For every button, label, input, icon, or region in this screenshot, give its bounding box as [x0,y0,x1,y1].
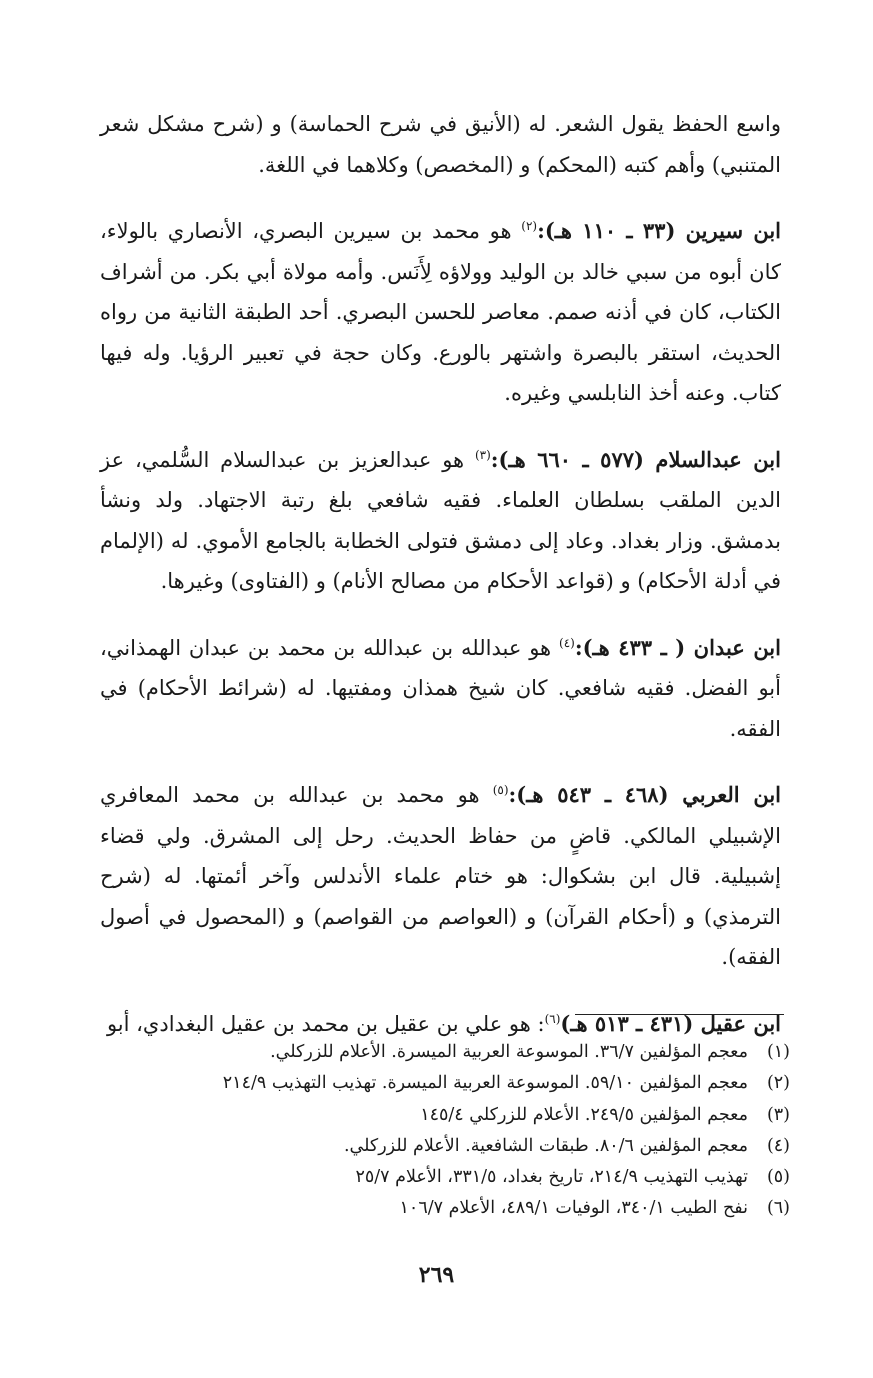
footnote [90,1100,790,1131]
entry-body: هو محمد بن عبدالله بن محمد المعافري الإشبيلي المالكي. قاضٍ من حفاظ الحديث. رحل إلى المشرق. ولي قضاء إشبيلية. قال ابن بشكوال: هو ختام علماء الأندلس وآخر أئمتها. له (شرح الترمذي) و (أحكام القرآن) و (العواصم من القواصم) و (المحصول في أصول الفقه). [100,783,781,969]
footnote [90,1131,790,1162]
footnote [90,1193,790,1224]
entry-heading: ابن عبدالسلام (٥٧٧ ـ ٦٦٠ هـ): [490,446,781,472]
biography-entry [100,211,781,414]
entry-heading: ابن سيرين (٣٣ ـ ١١٠ هـ): [537,218,781,243]
biography-entry [100,440,781,602]
entry-heading: ابن عبدان ( ـ ٤٣٣ هـ): [574,634,781,660]
footnote-number: (٤) [766,1135,790,1156]
footnote-text: معجم المؤلفين ٢٤٩/٥. الأعلام للزركلي ١٤٥/٤ [420,1104,748,1125]
footnote-reference: (٢) [521,219,538,233]
entry-body: هو عبدالله بن عبدالله بن محمد بن عبدان الهمذاني، أبو الفضل. فقيه شافعي. كان شيخ همذان ومفتيها. له (شرائط الأحكام) في الفقه. [100,635,781,741]
footnote-text: تهذيب التهذيب ٢١٤/٩، تاريخ بغداد، ٣٣١/٥، الأعلام ٢٥/٧ [355,1167,748,1188]
main-text [100,104,781,1044]
footnote-number: (٦) [766,1198,790,1219]
footnote-text: معجم المؤلفين ٨٠/٦. طبقات الشافعية. الأعلام للزركلي. [343,1135,748,1156]
biography-entry [100,775,781,978]
entry-body: هو عبدالعزيز بن عبدالسلام السُّلمي، عز الدين الملقب بسلطان العلماء. فقيه شافعي بلغ رتبة الاجتهاد. ولد ونشأ بدمشق. وزار بغداد. وعاد إلى دمشق فتولى الخطابة بالجامع الأموي. له (الإلمام في أدلة الأحكام) و (قواعد الأحكام من مصالح الأنام) و (الفتاوى) وغيرها. [100,447,781,593]
footnote-number: (١) [766,1042,790,1062]
footnote-number: (٥) [766,1167,790,1188]
footnote-text: معجم المؤلفين ٣٦/٧. الموسوعة العربية الميسرة. الأعلام للزركلي. [270,1042,748,1062]
page-number: ٢٦٩ [418,1262,455,1288]
footnote-number: (٣) [766,1104,790,1125]
entry-body: : هو علي بن عقيل بن محمد بن عقيل البغدادي، أبو [106,1011,545,1036]
footnote-text: نفح الطيب ٣٤٠/١، الوفيات ٤٨٩/١، الأعلام ١٠٦/٧ [399,1198,748,1219]
entry-body: هو محمد بن سيرين البصري، الأنصاري بالولاء، كان أبوه من سبي خالد بن الوليد وولاؤه لِأَنَس. وأمه مولاة أبي بكر. من أشراف الكتاب، كان في أذنه صمم. معاصر للحسن البصري. أحد الطبقة الثانية من رواه الحديث، استقر بالبصرة واشتهر بالورع. وكان حجة في تعبير الرؤيا. وله فيها كتاب. وعنه أخذ النابلسي وغيره. [100,219,781,405]
biography-entry [100,628,781,750]
footnote-reference: (٤) [559,635,575,650]
footnote-number: (٢) [766,1073,790,1094]
entry-heading: ابن عقيل (٤٣١ ـ ٥١٣ هـ) [560,1010,781,1036]
footnote-reference: (٣) [474,447,491,462]
footnote-reference: (٥) [492,783,509,797]
footnotes [90,1037,790,1225]
footnote [90,1037,790,1068]
intro-paragraph: واسع الحفظ يقول الشعر. له (الأنيق في شرح الحماسة) و (شرح مشكل شعر المتنبي) وأهم كتبه (المحكم) و (المخصص) وكلاهما في اللغة. [100,112,781,177]
footnote [90,1068,790,1099]
footnote-text: معجم المؤلفين ٥٩/١٠. الموسوعة العربية الميسرة. تهذيب التهذيب ٢١٤/٩ [222,1073,748,1094]
footnote-reference: (٦) [544,1011,561,1026]
footnote [90,1162,790,1193]
entry-heading: ابن العربي (٤٦٨ ـ ٥٤٣ هـ): [508,782,782,807]
footnote-separator [575,1014,784,1015]
